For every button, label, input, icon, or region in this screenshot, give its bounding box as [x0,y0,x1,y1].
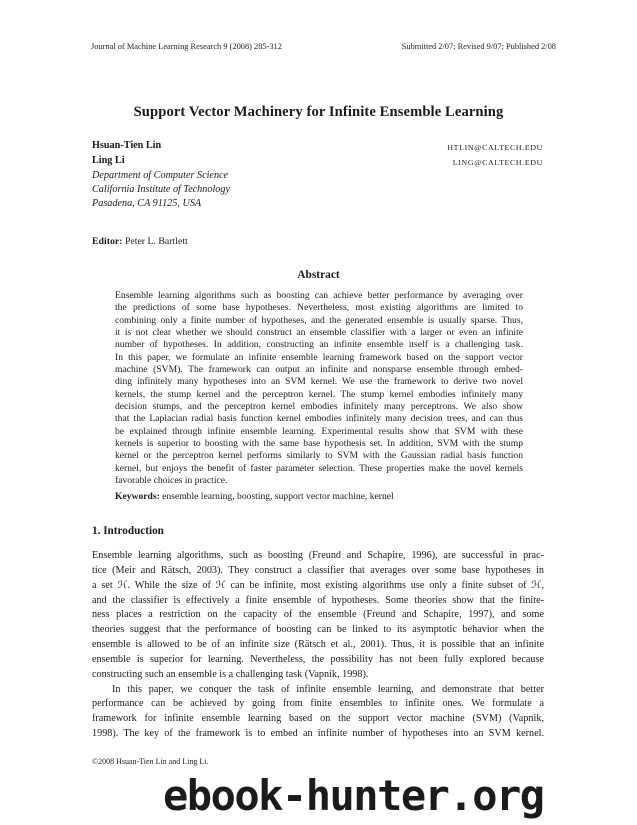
author-name: Hsuan-Tien Lin [92,140,162,151]
abstract-line: be explained through infinite ensemble learning. Experimental results show that SVM with these [115,425,523,437]
body-line: 1998). The key of the framework is to embed an infinite number of hypotheses into an SVM kernel. [92,728,544,740]
paper-title: Support Vector Machinery for Infinite Ensemble Learning [133,104,504,120]
affiliation-line: Department of Computer Science [92,170,229,181]
abstract-line: that the Laplacian radial basis function kernel embodies infinitely many decision trees, and can thus [115,413,523,425]
body-line: and the classifier is effectively a finite ensemble of hypotheses. Some theories show that the finite- [92,594,544,606]
abstract-line: combining only a finite number of hypotheses, and the generated ensemble is usually sparse. Thus, [115,314,523,326]
abstract-line: kernel, but enjoys the benefit of faster parameter selection. These properties make the novel kernels [115,462,523,474]
body-line: tice (Meir and Rätsch, 2003). They construct a classifier that averages over some base hypotheses in [92,564,544,576]
affiliation-line: Pasadena, CA 91125, USA [92,198,202,209]
body-line: framework for infinite ensemble learning based on the support vector machine (SVM) (Vapnik, [92,713,544,725]
affiliation-line: California Institute of Technology [92,184,231,195]
abstract-line: ding infinitely many hypotheses into an SVM kernel. We use the framework to derive two novel [115,376,523,388]
abstract-line: the predictions of some base hypotheses. Nevertheless, most existing algorithms are limited to [115,302,523,314]
abstract-line: kernels, the stump kernel and the perceptron kernel. The stump kernel embodies infinitely many [115,388,523,400]
journal-header: Journal of Machine Learning Research 9 (2008) 285-312 [91,42,282,51]
abstract-body [115,290,523,488]
copyright-notice: ©2008 Hsuan-Tien Lin and Ling Li. [92,757,209,766]
body-line: In this paper, we conquer the task of infinite ensemble learning, and demonstrate that better [112,683,544,695]
author-email: HTLIN@CALTECH.EDU [447,143,543,152]
watermark-text: ebook-hunter.org [163,771,544,820]
editor-line [92,236,188,247]
body-line: theories suggest that the performance of boosting can be linked to its asymptotic behavior when the [92,624,544,636]
author-name: Ling Li [92,155,125,166]
body-line: ensemble is allowed to be of an infinite size (Rätsch et al., 2001). Thus, it is possible that an infinite [92,639,544,651]
submission-dates: Submitted 2/07; Revised 9/07; Published 2/08 [401,42,556,51]
keywords-line [115,491,394,502]
abstract-line: Ensemble learning algorithms such as boosting can achieve better performance by averaging over [115,290,523,301]
editor-label: Editor: [92,236,123,247]
abstract-line: kernel or the perceptron kernel performs similarly to SVM with the Gaussian radial basis function [115,450,523,462]
abstract-line: In this paper, we formulate an infinite ensemble learning framework based on the support vector [115,351,523,363]
body-line: ness places a restriction on the capacity of the ensemble (Freund and Schapire, 1997), and some [92,609,544,621]
abstract-line: machine (SVM). The framework can output an infinite and nonsparse ensemble through embed- [115,364,523,376]
abstract-line: kernels is superior to boosting with the same base hypothesis set. In addition, SVM with the stump [115,438,523,450]
abstract-line: number of hypotheses. In addition, constructing an infinite ensemble itself is a challenging task. [115,339,523,351]
section-heading: 1. Introduction [92,525,164,537]
abstract-line: decision stumps, and the perceptron kernel embodies infinitely many perceptrons. We also show [115,401,523,413]
abstract-line: favorable choices in practice. [115,475,228,487]
keywords-text: ensemble learning, boosting, support vector machine, kernel [162,491,394,502]
body-line: constructing such an ensemble is a challenging task (Vapnik, 1998). [92,668,369,680]
abstract-heading: Abstract [297,269,340,281]
author-email: LING@CALTECH.EDU [452,158,543,167]
body-line: a set ℋ. While the size of ℋ can be infinite, most existing algorithms use only a finite subset of ℋ, [92,579,544,591]
body-line: Ensemble learning algorithms, such as boosting (Freund and Schapire, 1996), are successful in prac- [92,550,544,561]
introduction-body [92,549,544,742]
editor-name: Peter L. Bartlett [124,236,188,247]
body-line: performance can be achieved by going from finite ensembles to infinite ones. We formulate a [92,698,544,710]
body-line: ensemble is superior for learning. Nevertheless, the possibility has not been fully explored because [92,653,544,665]
abstract-line: it is not clear whether we should construct an ensemble classifier with a larger or even an infinite [115,327,523,339]
keywords-label: Keywords: [115,491,160,502]
